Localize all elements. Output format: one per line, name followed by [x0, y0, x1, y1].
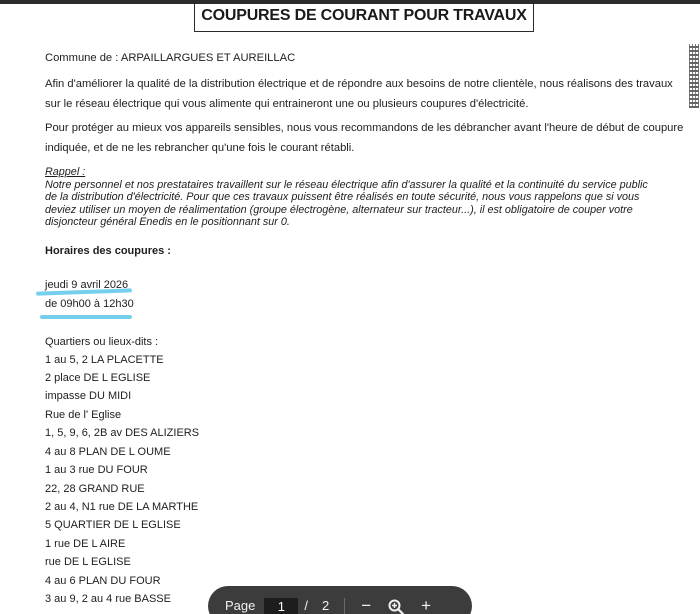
- list-item: 3 au 9, 2 au 4 rue BASSE: [45, 593, 171, 605]
- protect-line: indiquée, et de ne les rebrancher qu'une fois le courant rétabli.: [45, 142, 355, 154]
- rappel-line: de la distribution d'électricité. Pour que ces travaux puissent être réalisés en toute sécurité, nous vous rappelons que si vous: [45, 191, 640, 203]
- intro-line: sur le réseau électrique qui vous alimente qui entraineront une ou plusieurs coupures d'électricité.: [45, 98, 529, 110]
- list-item: 2 place DE L EGLISE: [45, 372, 151, 384]
- rappel-line: disjoncteur général Enedis en le positionnant sur 0.: [45, 216, 290, 228]
- schedule-date: jeudi 9 avril 2026: [45, 279, 129, 291]
- list-item: impasse DU MIDI: [45, 390, 132, 402]
- schedule-heading: Horaires des coupures :: [45, 245, 171, 257]
- list-item: 4 au 8 PLAN DE L OUME: [45, 446, 171, 458]
- page-label: Page: [225, 598, 256, 613]
- document-title: [194, 0, 534, 32]
- list-item: 4 au 6 PLAN DU FOUR: [45, 575, 161, 587]
- total-pages: 2: [322, 598, 330, 613]
- zoom-fit-button[interactable]: [387, 598, 405, 614]
- rappel-block: [45, 166, 665, 229]
- current-page-input[interactable]: 1: [264, 598, 298, 614]
- page-separator: /: [304, 598, 308, 613]
- toolbar-divider: [344, 598, 345, 614]
- pdf-viewer-toolbar: [208, 586, 472, 614]
- time-highlight-stroke: [40, 315, 132, 319]
- protect-paragraph: [45, 118, 684, 158]
- protect-line: Pour protéger au mieux vos appareils sensibles, nous vous recommandons de les débrancher avant l'heure de début de coupure: [45, 122, 684, 134]
- list-item: 22, 28 GRAND RUE: [45, 483, 145, 495]
- rappel-label: Rappel :: [45, 166, 86, 178]
- list-item: 5 QUARTIER DE L EGLISE: [45, 519, 181, 531]
- list-item: 1 au 5, 2 LA PLACETTE: [45, 354, 164, 366]
- list-item: rue DE L EGLISE: [45, 556, 131, 568]
- qr-code-strip: [689, 44, 699, 108]
- list-item: 1 rue DE L AIRE: [45, 538, 126, 550]
- intro-line: Afin d'améliorer la qualité de la distribution électrique et de répondre aux besoins de notre clientèle, nous réalisons des travaux: [45, 78, 673, 90]
- list-item: 1 au 3 rue DU FOUR: [45, 464, 148, 476]
- zoom-out-button[interactable]: −: [361, 596, 372, 614]
- list-item: Rue de l' Eglise: [45, 409, 122, 421]
- places-heading: Quartiers ou lieux-dits :: [45, 336, 159, 348]
- rappel-line: deviez utiliser un moyen de réalimentation (groupe électrogène, alternateur sur tracteur...), il est obligatoire de couper votre: [45, 203, 633, 216]
- schedule-time: de 09h00 à 12h30: [45, 298, 134, 310]
- list-item: 1, 5, 9, 6, 2B av DES ALIZIERS: [45, 427, 200, 439]
- rappel-line: Notre personnel et nos prestataires travaillent sur le réseau électrique afin d'assurer la qualité et la continuité du service public: [45, 178, 648, 191]
- commune-line: [45, 48, 665, 68]
- commune-text: Commune de : ARPAILLARGUES ET AUREILLAC: [45, 52, 296, 64]
- magnifier-icon: [387, 598, 405, 614]
- list-item: 2 au 4, N1 rue DE LA MARTHE: [45, 501, 199, 513]
- document-title-text: COUPURES DE COURANT POUR TRAVAUX: [201, 6, 527, 24]
- intro-paragraph: [45, 74, 673, 114]
- zoom-in-button[interactable]: +: [421, 596, 432, 614]
